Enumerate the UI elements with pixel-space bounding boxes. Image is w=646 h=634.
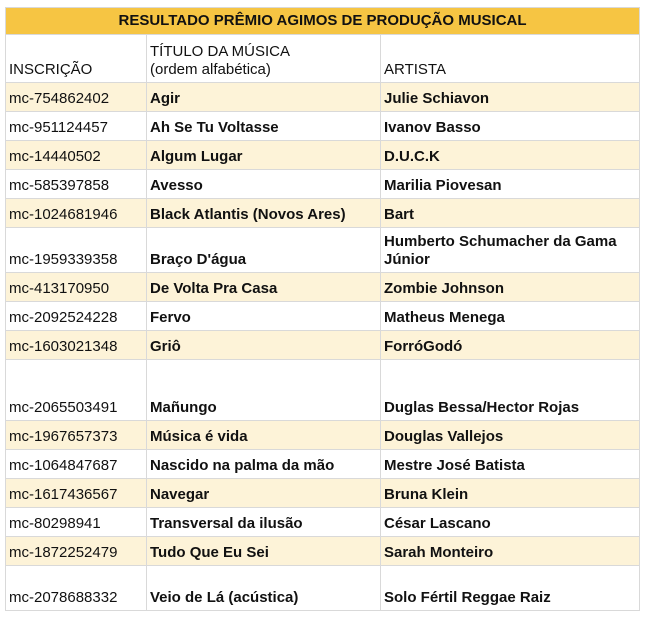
title-cell-value: Tudo Que Eu Sei xyxy=(147,537,381,566)
header-titulo xyxy=(147,35,381,83)
title-cell-value: Agir xyxy=(147,83,381,112)
table-row xyxy=(6,83,640,112)
table-row xyxy=(6,331,640,360)
table-row xyxy=(6,170,640,199)
artist-cell: Mestre José Batista xyxy=(381,450,640,479)
title-cell-value: Veio de Lá (acústica) xyxy=(147,566,381,611)
inscricao-cell: mc-1872252479 xyxy=(6,537,147,566)
title-row xyxy=(6,8,640,35)
inscricao-cell: mc-585397858 xyxy=(6,170,147,199)
results-sheet xyxy=(5,7,639,611)
table-row xyxy=(6,302,640,331)
artist-cell: Sarah Monteiro xyxy=(381,537,640,566)
table-row xyxy=(6,199,640,228)
artist-cell: Bart xyxy=(381,199,640,228)
inscricao-cell: mc-951124457 xyxy=(6,112,147,141)
table-row xyxy=(6,273,640,302)
inscricao-cell: mc-14440502 xyxy=(6,141,147,170)
artist-cell: ForróGodó xyxy=(381,331,640,360)
title-cell-value: De Volta Pra Casa xyxy=(147,273,381,302)
header-row xyxy=(6,35,640,83)
table-row xyxy=(6,360,640,421)
title-cell-value: Navegar xyxy=(147,479,381,508)
inscricao-cell: mc-2078688332 xyxy=(6,566,147,611)
table-row xyxy=(6,537,640,566)
title-cell-value: Braço D'água xyxy=(147,228,381,273)
title-cell-value: Algum Lugar xyxy=(147,141,381,170)
table-row xyxy=(6,508,640,537)
artist-cell: Humberto Schumacher da Gama Júnior xyxy=(381,228,640,273)
inscricao-cell: mc-1967657373 xyxy=(6,421,147,450)
artist-cell: Duglas Bessa/Hector Rojas xyxy=(381,360,640,421)
results-table xyxy=(5,7,640,611)
header-titulo-line1: TÍTULO DA MÚSICA xyxy=(150,43,291,60)
title-cell-value: Música é vida xyxy=(147,421,381,450)
table-row xyxy=(6,421,640,450)
inscricao-cell: mc-80298941 xyxy=(6,508,147,537)
table-row xyxy=(6,112,640,141)
title-cell-value: Avesso xyxy=(147,170,381,199)
inscricao-cell: mc-2065503491 xyxy=(6,360,147,421)
title-cell-value: Mañungo xyxy=(147,360,381,421)
artist-cell: Julie Schiavon xyxy=(381,83,640,112)
table-row xyxy=(6,141,640,170)
table-row xyxy=(6,479,640,508)
header-artista: ARTISTA xyxy=(381,35,640,83)
inscricao-cell: mc-1617436567 xyxy=(6,479,147,508)
inscricao-cell: mc-2092524228 xyxy=(6,302,147,331)
title-cell-value: Ah Se Tu Voltasse xyxy=(147,112,381,141)
title-cell-value: Nascido na palma da mão xyxy=(147,450,381,479)
title-cell-value: Transversal da ilusão xyxy=(147,508,381,537)
table-title: RESULTADO PRÊMIO AGIMOS DE PRODUÇÃO MUSICAL xyxy=(6,8,640,35)
artist-cell: Bruna Klein xyxy=(381,479,640,508)
inscricao-cell: mc-1024681946 xyxy=(6,199,147,228)
inscricao-cell: mc-1603021348 xyxy=(6,331,147,360)
inscricao-cell: mc-754862402 xyxy=(6,83,147,112)
artist-cell: César Lascano xyxy=(381,508,640,537)
title-cell-value: Fervo xyxy=(147,302,381,331)
inscricao-cell: mc-1064847687 xyxy=(6,450,147,479)
artist-cell: Matheus Menega xyxy=(381,302,640,331)
title-cell-value: Black Atlantis (Novos Ares) xyxy=(147,199,381,228)
table-row xyxy=(6,566,640,611)
inscricao-cell: mc-413170950 xyxy=(6,273,147,302)
table-row xyxy=(6,450,640,479)
title-cell-value: Griô xyxy=(147,331,381,360)
artist-cell: D.U.C.K xyxy=(381,141,640,170)
artist-cell: Douglas Vallejos xyxy=(381,421,640,450)
inscricao-cell: mc-1959339358 xyxy=(6,228,147,273)
header-titulo-line2: (ordem alfabética) xyxy=(150,61,271,78)
artist-cell: Zombie Johnson xyxy=(381,273,640,302)
artist-cell: Marilia Piovesan xyxy=(381,170,640,199)
table-row xyxy=(6,228,640,273)
header-inscricao: INSCRIÇÃO xyxy=(6,35,147,83)
artist-cell: Solo Fértil Reggae Raiz xyxy=(381,566,640,611)
artist-cell: Ivanov Basso xyxy=(381,112,640,141)
